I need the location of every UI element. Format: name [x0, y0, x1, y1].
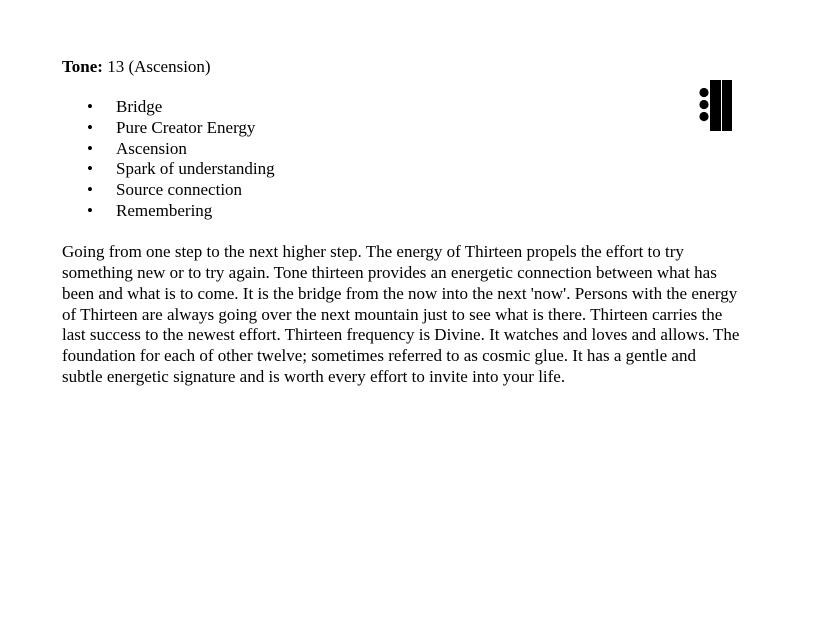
list-item	[62, 97, 742, 118]
keyword-text: Bridge	[116, 97, 163, 116]
list-item	[62, 118, 742, 139]
bullet-icon: •	[87, 97, 93, 116]
bullet-icon: •	[87, 159, 93, 179]
list-item	[62, 139, 742, 160]
keyword-text: Source connection	[116, 180, 243, 200]
list-item	[62, 159, 742, 180]
bullet-icon: •	[87, 117, 93, 137]
keyword-text: Pure Creator Energy	[116, 117, 256, 137]
keyword-list	[62, 97, 742, 222]
dot-icon	[699, 88, 708, 97]
dot-icon	[699, 100, 708, 109]
list-item	[62, 201, 742, 222]
keyword-text: Remembering	[116, 200, 213, 220]
bar-icon	[722, 80, 732, 131]
bullet-icon: •	[87, 180, 93, 200]
dot-icon	[699, 112, 708, 121]
bullet-icon: •	[87, 200, 93, 220]
tone-description: Going from one step to the next higher step. The energy of Thirteen propels the effort to try something new or to try again. Tone thirteen provides an energetic connection between what has been and what is to come. It is the bridge from the now into the next 'now'. Persons with the energy of Thirteen are always going over the next mountain just to see what is there. Thirteen carries the last success to the newest effort. Thirteen frequency is Divine. It watches and loves and allows. The foundation for each of other twelve; sometimes referred to as cosmic glue. It has a gentle and subtle energetic signature and is worth every effort to invite into your life.	[62, 241, 740, 387]
tone-label: Tone:	[62, 57, 103, 76]
mayan-number-thirteen-icon	[698, 80, 734, 132]
bullet-icon: •	[87, 138, 93, 158]
keyword-text: Spark of understanding	[116, 159, 275, 179]
tone-value: 13 (Ascension)	[107, 57, 211, 76]
keyword-text: Ascension	[116, 138, 187, 158]
tone-section	[62, 56, 742, 388]
bar-icon	[710, 80, 721, 131]
tone-heading	[62, 56, 742, 77]
list-item	[62, 180, 742, 201]
